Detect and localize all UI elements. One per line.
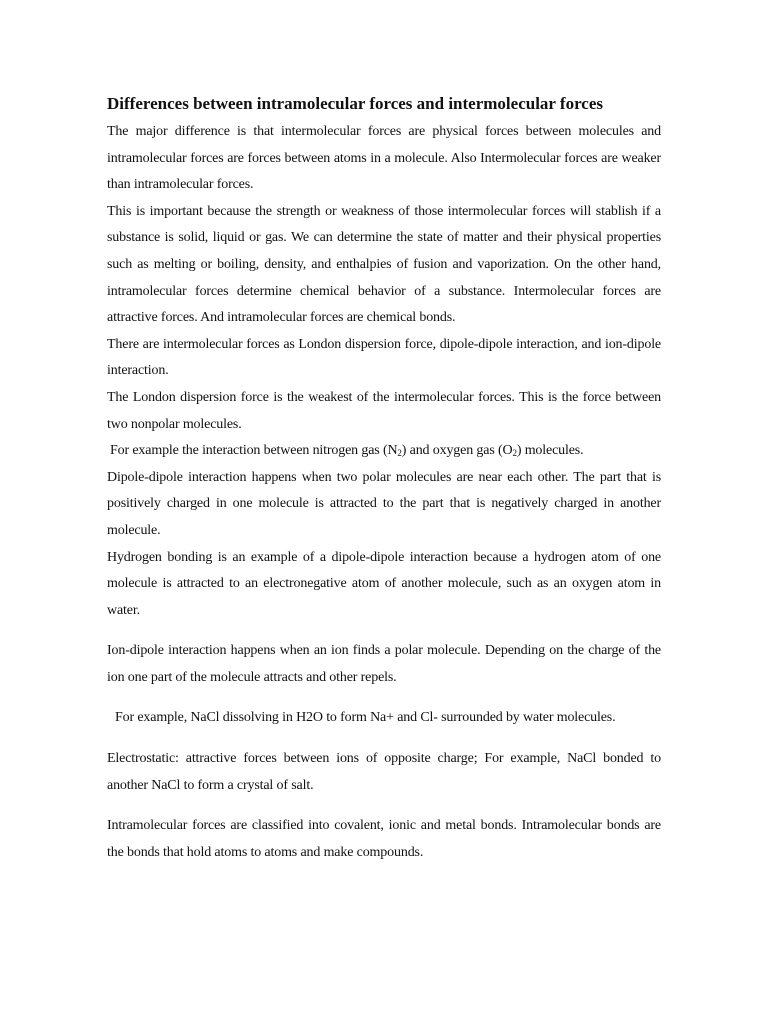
paragraph-nacl-example: For example, NaCl dissolving in H2O to form Na+ and Cl- surrounded by water molecules.: [115, 710, 616, 726]
paragraph-intramolecular-classes: Intramolecular forces are classified into covalent, ionic and metal bonds. Intramolecular bonds are the bonds that hold atoms to atoms and make compounds.: [107, 818, 661, 860]
document-title: Differences between intramolecular forces and intermolecular forces: [107, 94, 604, 113]
paragraph-electrostatic: Electrostatic: attractive forces between ions of opposite charge; For example, NaCl bonded to another NaCl to form a crystal of salt.: [107, 751, 661, 793]
paragraph-london-example: [107, 438, 661, 465]
paragraph-dipole-dipole: Dipole-dipole interaction happens when two polar molecules are near each other. The part that is positively charged in one molecule is attracted to the part that is negatively charged in another molecule.: [107, 469, 661, 538]
paragraph-importance: This is important because the strength or weakness of those intermolecular forces will stablish if a substance is solid, liquid or gas. We can determine the state of matter and their physical properties such as melting or boiling, density, and enthalpies of fusion and vaporization. On the other hand, intramolecular forces determine chemical behavior of a substance. Intermolecular forces are attractive forces. And intramolecular forces are chemical bonds.: [107, 203, 661, 326]
paragraph-london-dispersion: The London dispersion force is the weakest of the intermolecular forces. This is the force between two nonpolar molecules.: [107, 389, 661, 432]
subscript-nitrogen: 2: [397, 448, 402, 459]
paragraph-major-difference: The major difference is that intermolecular forces are physical forces between molecules and intramolecular forces are forces between atoms in a molecule. Also Intermolecular forces are weaker than intramolecular forces.: [107, 124, 661, 193]
paragraph-ion-dipole: Ion-dipole interaction happens when an ion finds a polar molecule. Depending on the charge of the ion one part of the molecule attracts and other repels.: [107, 643, 661, 685]
paragraph-force-types: There are intermolecular forces as London dispersion force, dipole-dipole interaction, and ion-dipole interaction.: [107, 336, 661, 379]
example-text-part: For example the interaction between nitrogen gas (N: [110, 443, 398, 459]
paragraph-hydrogen-bonding: Hydrogen bonding is an example of a dipole-dipole interaction because a hydrogen atom of one molecule is attracted to an electronegative atom of another molecule, such as an oxygen atom in water.: [107, 549, 661, 618]
subscript-oxygen: 2: [512, 448, 517, 459]
example-text-part: ) molecules.: [516, 443, 584, 459]
document-body: [107, 92, 661, 866]
example-text-part: ) and oxygen gas (O: [401, 443, 513, 459]
